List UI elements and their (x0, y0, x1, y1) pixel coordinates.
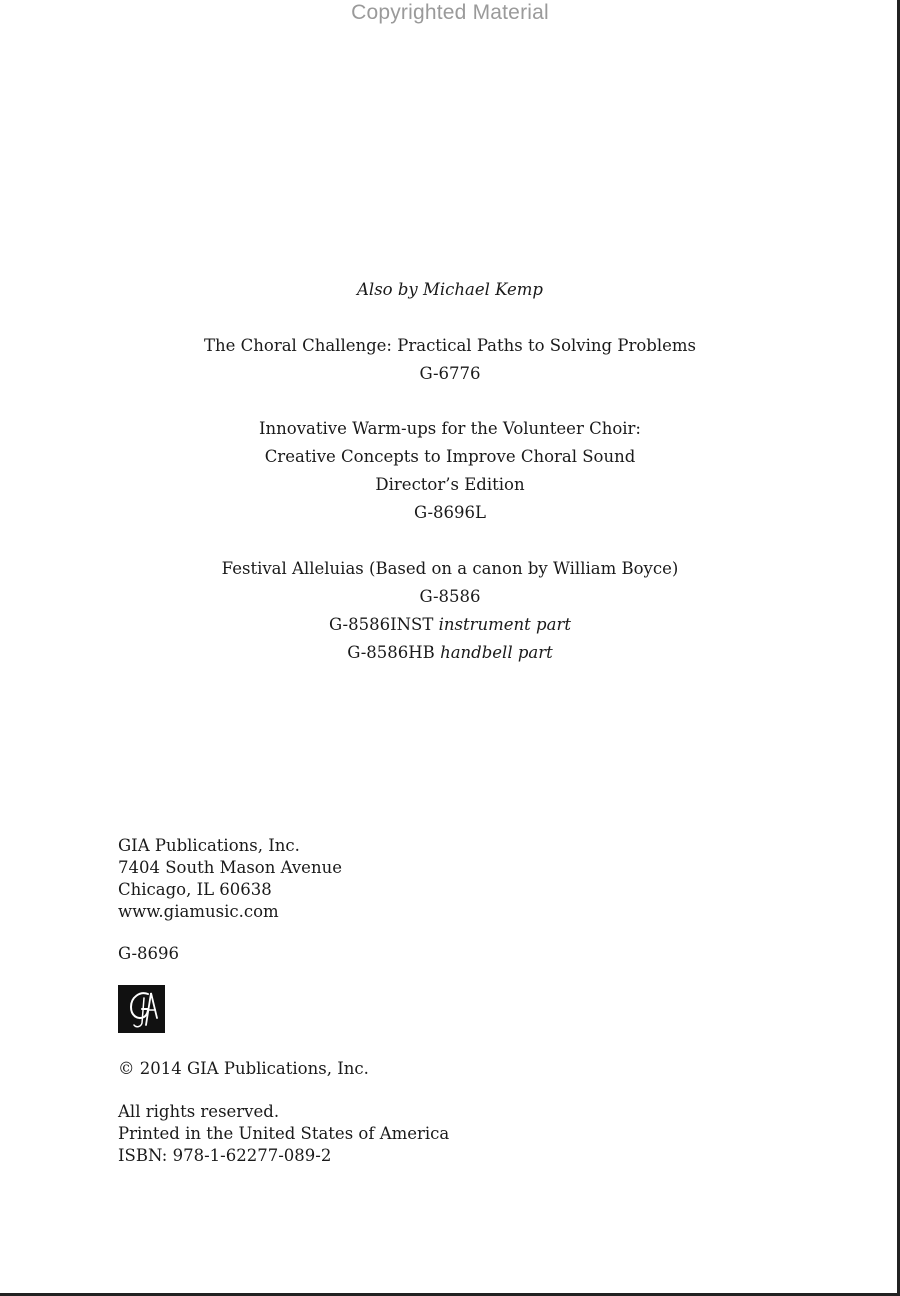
publisher-website: www.giamusic.com (118, 902, 279, 921)
rights-reserved: All rights reserved. (118, 1102, 280, 1121)
gia-logo (118, 985, 165, 1033)
book-title: Festival Alleluias (Based on a canon by William Boyce) (221, 559, 679, 578)
publisher-city: Chicago, IL 60638 (118, 880, 272, 899)
book-code: G-8696L (413, 503, 486, 522)
book-subtitle: Creative Concepts to Improve Choral Sound (264, 447, 636, 466)
catalog-number: G-8696 (118, 944, 180, 963)
rights-block (118, 1101, 449, 1167)
book-code: G-8586 (419, 587, 481, 606)
watermark: Copyrighted Material (351, 1, 549, 24)
printed-in: Printed in the United States of America (118, 1124, 450, 1143)
copyright-notice: © 2014 GIA Publications, Inc. (118, 1059, 369, 1078)
part-code: G-8586HB (347, 643, 435, 662)
publisher-street: 7404 South Mason Avenue (118, 858, 342, 877)
part-description: instrument part (438, 615, 571, 634)
book-festival-alleluias (0, 555, 900, 667)
book-innovative-warmups (0, 415, 900, 527)
publisher-name: GIA Publications, Inc. (118, 836, 300, 855)
book-code: G-6776 (419, 364, 481, 383)
book-choral-challenge (0, 332, 900, 388)
publisher-address (118, 835, 342, 923)
isbn: ISBN: 978-1-62277-089-2 (118, 1146, 332, 1165)
part-description: handbell part (440, 643, 553, 662)
book-edition: Director’s Edition (375, 475, 525, 494)
instrument-part-line (0, 611, 900, 639)
also-by-heading: Also by Michael Kemp (357, 280, 543, 299)
book-title: The Choral Challenge: Practical Paths to Solving Problems (204, 336, 696, 355)
gia-logo-icon (118, 985, 165, 1033)
book-title: Innovative Warm-ups for the Volunteer Choir: (259, 419, 641, 438)
handbell-part-line (0, 639, 900, 667)
part-code: G-8586INST (329, 615, 434, 634)
